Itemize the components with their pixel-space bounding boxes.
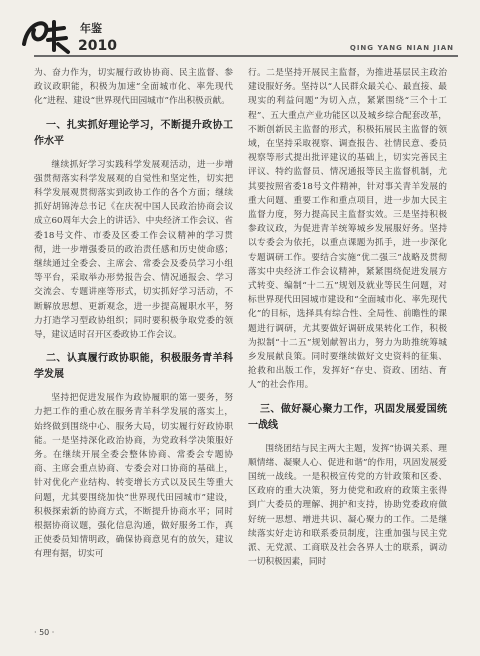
svg-text:2010: 2010 [78, 38, 117, 54]
left-column [34, 66, 233, 562]
paragraph: 坚持把促进发展作为政协履职的第一要务，努力把工作的重心放在服务青羊科学发展的落实上，始终做到围绕中心、服务大局，切实履行好政协职能。一是坚持深化政治协商，为党政科学决策服好务。在继续开展全委会整体协商、常委会专题协商、主席会重点协商、专委会对口协商的基础上，针对优化产业结构、转变增长方式以及民生等重大问题，尤其要围绕加快“世界现代田园城市”建设，积极探索新的协商方式，不断提升协商水平；同时根据协商议题，强化信息沟通，做好服务工作，真正使委员知情明政，确保协商意见有的放矢，建议有理有据，切实可 [34, 393, 233, 560]
paragraph: 行。二是坚持开展民主监督，为推进基层民主政治建设服好务。坚持以“人民群众最关心、最直接、最现实的利益问题”为切入点，紧紧围绕“三个十工程”、五大重点产业功能区以及城乡综合配套改革，不断创新民主监督的形式，积极拓展民主监督的领域，在坚持采取视察、调查报告、社情民意、委员视察等形式提出批评建议的基础上，切实完善民主评议、特约监督员、情况通报等民主监督机制，尤其要按照省委18号文件精神，针对事关青羊发展的重大问题、重要工作和重点项目，进一步加大民主监督力度，努力提高民主监督实效。三是坚持积极参政议政，为促进青羊统筹城乡发展服好务。坚持以专委会为依托，以重点课题为抓手，进一步深化专题调研工作。要结合实施“优二强三”战略及贯彻落实中央经济工作会议精神，紧紧围绕促进发展方式转变、编制“十二五”规划及就业等民生问题，对标世界现代田园城市建设和“全面城市化、率先现代化”的目标，选择具有综合性、全局性、前瞻性的课题进行调研，尤其要做好调研成果转化工作，积极为拟制“十二五”规划献智出力，努力为助推统筹城乡发展献良策。同时要继续做好文史资料的征集、抢救和出版工作，发挥好“存史、资政、团结、育人”的社会作用。 [248, 68, 447, 391]
yearbook-logo [20, 14, 140, 58]
section-heading-1: 一、扎实抓好理论学习，不断提升政协工作水平 [34, 119, 233, 147]
page-number: · 50 · [34, 628, 55, 637]
header-divider [34, 55, 458, 57]
paragraph: 继续抓好学习实践科学发展观活动，进一步增强贯彻落实科学发展观的自觉性和坚定性，切实把科学发展观贯彻落实到政协工作的各个方面；继续抓好胡锦涛总书记《在庆祝中国人民政治协商会议成立60周年大会上的讲话》、中央经济工作会议、省委18号文件、市委及区委工作会议精神的学习贯彻，进一步增强委员的政治责任感和历史使命感；继续通过全委会、主席会、常委会及委员学习小组等平台，采取举办形势报告会、情况通报会、学习交流会、专题讲座等形式，切实抓好学习活动，不断解放思想、更新观念，进一步提高履职水平，努力打造学习型政协组织；同时要积极争取党委的领导，建议适时召开区委政协工作会议。 [34, 159, 233, 341]
page-header [0, 0, 480, 62]
section-heading-3: 三、做好凝心聚力工作，巩固发展爱国统一战线 [248, 403, 447, 431]
svg-text:年鉴: 年鉴 [80, 22, 102, 35]
section-heading-2: 二、认真履行政协职能，积极服务青羊科学发展 [34, 353, 233, 381]
right-column [248, 66, 447, 570]
paragraph: 围绕团结与民主两大主题，发挥“协调关系、理顺情绪、凝聚人心、促进和谐”的作用，巩固发展爱国统一战线。一是积极宣传党的方针政策和区委、区政府的重大决策，努力使党和政府的政策主张得到广大委员的理解、拥护和支持，协助党委政府做好统一思想、增进共识、凝心聚力的工作。二是继续落实好走访和联系委员制度，注重加强与民主党派、无党派、工商联及社会各界人士的联系，调动一切积极因素，同时 [248, 443, 447, 568]
paragraph: 为、奋力作为，切实履行政协协商、民主监督、参政议政职能，积极为加速“全面城市化、率先现代化”进程、建设“世界现代田园城市”作出积极贡献。 [34, 68, 233, 107]
header-pinyin: QING YANG NIAN JIAN [349, 44, 454, 52]
